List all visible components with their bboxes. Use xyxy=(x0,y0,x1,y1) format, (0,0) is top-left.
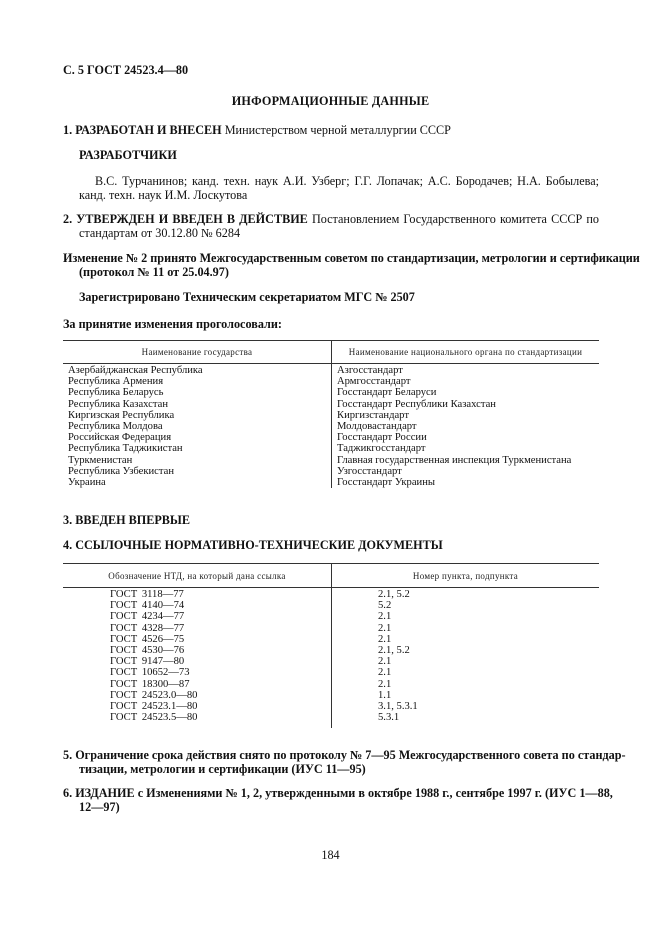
registered-note: Зарегистрировано Техническим секретариатом МГС № 2507 xyxy=(79,290,415,304)
table-1-column-divider xyxy=(331,340,332,488)
page-title: ИНФОРМАЦИОННЫЕ ДАННЫЕ xyxy=(231,94,430,108)
page-number: 184 xyxy=(321,848,340,862)
table-row: Госстандарт Украины xyxy=(337,477,435,489)
section-number: 2. xyxy=(63,212,73,226)
table-row: ГОСТ 4530—76 xyxy=(110,645,185,657)
table-row: 3.1, 5.3.1 xyxy=(378,701,418,713)
table-row: Госстандарт России xyxy=(337,432,427,444)
table-row: 5.3.1 xyxy=(378,712,400,724)
section-text: ВВЕДЕН ВПЕРВЫЕ xyxy=(75,513,191,527)
section-text: с Изменениями № 1, 2, утвержденными в октябре 1988 г., сентябре 1997 г. (ИУС 1—88, xyxy=(137,786,613,800)
page-header: С. 5 ГОСТ 24523.4—80 xyxy=(63,63,189,77)
table-row: Армгосстандарт xyxy=(337,376,411,388)
section-number: 6. xyxy=(63,786,73,800)
table-row: ГОСТ 24523.5—80 xyxy=(110,712,198,724)
table-1-states-column xyxy=(68,365,203,488)
table-row: 2.1, 5.2 xyxy=(378,645,410,657)
table-row: Таджикгосстандарт xyxy=(337,443,426,455)
voted-heading: За принятие изменения проголосовали: xyxy=(63,317,282,331)
table-row: ГОСТ 24523.1—80 xyxy=(110,701,198,713)
section-text: Министерством черной металлургии СССР xyxy=(224,123,451,137)
section-text: Постановлением Государственного комитета СССР по xyxy=(311,212,599,226)
table-row: Украина xyxy=(68,477,106,489)
table-row: 2.1 xyxy=(378,611,392,623)
section-6-line-2: 12—97) xyxy=(79,800,120,814)
section-2-line-1 xyxy=(63,212,599,226)
table-2-header-doc: Обозначение НТД, на который дана ссылка xyxy=(108,571,286,581)
section-4 xyxy=(63,538,443,552)
table-row: ГОСТ 3118—77 xyxy=(110,589,184,600)
table-row: Республика Армения xyxy=(68,376,164,388)
table-row: Российская Федерация xyxy=(68,432,172,444)
table-row: 2.1 xyxy=(378,667,392,679)
table-row: Киргизская Республика xyxy=(68,409,175,421)
table-1-bodies-column xyxy=(337,365,571,488)
table-row: 2.1 xyxy=(378,656,392,668)
table-row: Азербайджанская Республика xyxy=(68,365,203,376)
section-lead: РАЗРАБОТАН И ВНЕСЕН xyxy=(75,123,222,137)
developers-line-1: В.С. Турчанинов; канд. техн. наук А.И. Узберг; Г.Г. Лопачак; А.С. Бородачев; Н.А. Бобылева; xyxy=(95,174,599,188)
table-row: Азгосстандарт xyxy=(337,365,403,376)
section-lead: ИЗДАНИЕ xyxy=(75,786,135,800)
table-row: ГОСТ 24523.0—80 xyxy=(110,689,198,701)
table-row: Узгосстандарт xyxy=(337,465,402,477)
table-row: Госстандарт Беларуси xyxy=(337,387,437,399)
amendment-line-2: (протокол № 11 от 25.04.97) xyxy=(79,265,229,279)
section-lead: УТВЕРЖДЕН И ВВЕДЕН В ДЕЙСТВИЕ xyxy=(76,212,308,226)
table-row: Республика Таджикистан xyxy=(68,443,183,455)
section-5-line-2: тизации, метрологии и сертификации (ИУС 11—95) xyxy=(79,762,366,776)
table-row: Молдовастандарт xyxy=(337,421,417,433)
table-2-header-item: Номер пункта, подпункта xyxy=(412,571,519,581)
table-row: Республика Беларусь xyxy=(68,387,164,399)
table-row: Республика Казахстан xyxy=(68,398,169,410)
section-text: Ограничение срока действия снято по протоколу № 7—95 Межгосударственного совета по стандар- xyxy=(75,748,626,762)
table-2-column-divider xyxy=(331,563,332,728)
table-2-docs-column xyxy=(110,589,197,723)
table-row: ГОСТ 4328—77 xyxy=(110,622,185,634)
amendment-line-1: Изменение № 2 принято Межгосударственным советом по стандартизации, метрологии и сертификации xyxy=(63,251,640,265)
table-1-header-body: Наименование национального органа по стандартизации xyxy=(348,347,583,357)
table-row: Туркменистан xyxy=(68,454,133,466)
table-row: ГОСТ 9147—80 xyxy=(110,656,185,668)
section-number: 1. xyxy=(63,123,73,137)
table-row: Республика Молдова xyxy=(68,421,163,433)
table-row: 2.1, 5.2 xyxy=(378,589,410,600)
table-row: Республика Узбекистан xyxy=(68,465,175,477)
table-1-header-state: Наименование государства xyxy=(141,347,253,357)
table-row: 5.2 xyxy=(378,600,392,612)
section-3 xyxy=(63,513,190,527)
table-row: ГОСТ 18300—87 xyxy=(110,678,190,690)
table-row: ГОСТ 10652—73 xyxy=(110,667,190,679)
table-row: ГОСТ 4526—75 xyxy=(110,633,185,645)
table-row: 2.1 xyxy=(378,678,392,690)
table-row: ГОСТ 4140—74 xyxy=(110,600,185,612)
section-2-line-2: стандартам от 30.12.80 № 6284 xyxy=(79,226,241,240)
section-1 xyxy=(63,123,451,137)
table-row: 1.1 xyxy=(378,689,392,701)
table-row: Киргизстандарт xyxy=(337,409,409,421)
section-5-line-1 xyxy=(63,748,626,762)
section-6-line-1 xyxy=(63,786,613,800)
developers-line-2: канд. техн. наук И.М. Лоскутова xyxy=(79,188,248,202)
table-row: 2.1 xyxy=(378,622,392,634)
developers-heading: РАЗРАБОТЧИКИ xyxy=(79,148,177,162)
table-2-items-column xyxy=(378,589,418,723)
section-number: 5. xyxy=(63,748,73,762)
table-row: Госстандарт Республики Казахстан xyxy=(337,398,496,410)
section-number: 4. xyxy=(63,538,73,552)
section-number: 3. xyxy=(63,513,73,527)
section-text: ССЫЛОЧНЫЕ НОРМАТИВНО-ТЕХНИЧЕСКИЕ ДОКУМЕНТЫ xyxy=(75,538,443,552)
table-row: Главная государственная инспекция Туркменистана xyxy=(337,454,572,466)
table-row: ГОСТ 4234—77 xyxy=(110,611,185,623)
table-row: 2.1 xyxy=(378,633,392,645)
